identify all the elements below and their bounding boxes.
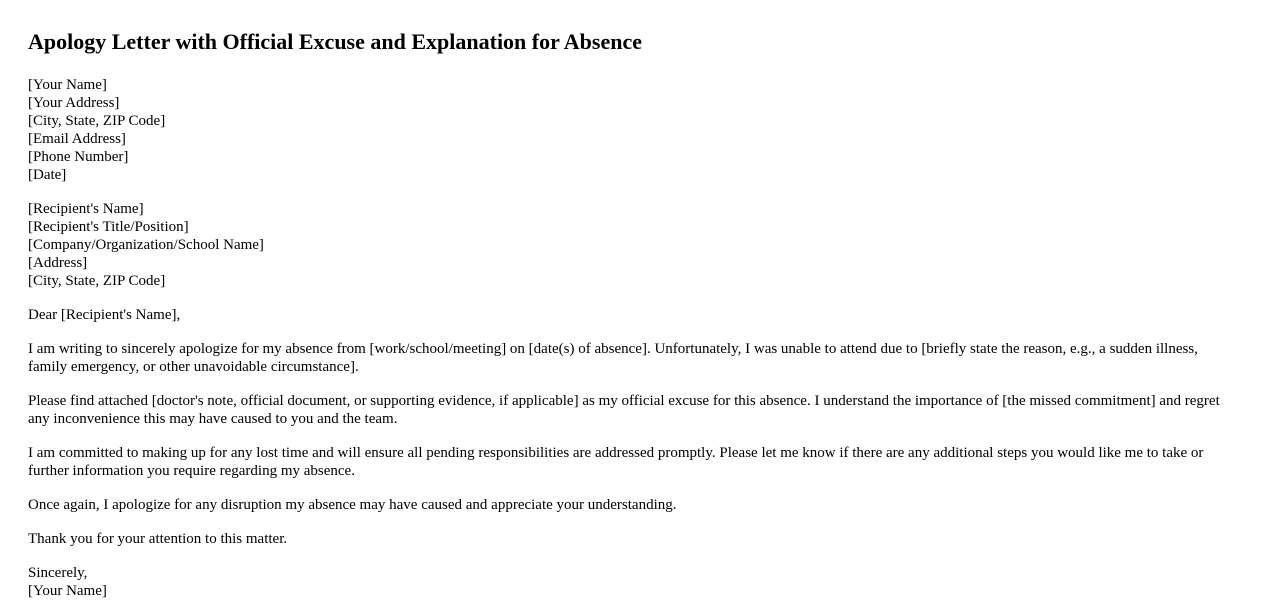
body-paragraph-commitment: I am committed to making up for any lost time and will ensure all pending responsibilities are addressed promptly. Please let me know if there are any additional steps you would like me to take or further information you require regarding my absence. [28,445,1204,479]
closing-block [28,564,1238,600]
sender-name: [Your Name] [28,77,107,93]
sender-city-state-zip: [City, State, ZIP Code] [28,113,166,129]
body-paragraph-excuse: Please find attached [doctor's note, official document, or supporting evidence, if applicable] as my official excuse for this absence. I understand the importance of [the missed commitment] and regret any inconvenience this may have caused to you and the team. [28,393,1220,427]
closing: Sincerely, [28,565,88,581]
recipient-city-state-zip: [City, State, ZIP Code] [28,273,166,289]
page-title: Apology Letter with Official Excuse and Explanation for Absence [28,29,642,54]
recipient-name: [Recipient's Name] [28,201,144,217]
recipient-address: [Address] [28,255,88,271]
salutation: Dear [Recipient's Name], [28,307,181,323]
sender-address: [Your Address] [28,95,120,111]
recipient-address-block [28,200,1238,290]
body-paragraph-apology: I am writing to sincerely apologize for my absence from [work/school/meeting] on [date(s) of absence]. Unfortunately, I was unable to attend due to [briefly state the reason, e.g., a sudden illness, family emergency, or other unavoidable circumstance]. [28,341,1198,375]
sender-address-block [28,76,1238,184]
signature-name: [Your Name] [28,583,107,599]
recipient-organization: [Company/Organization/School Name] [28,237,264,253]
sender-email: [Email Address] [28,131,126,147]
letter-date: [Date] [28,167,67,183]
body-paragraph-thanks: Thank you for your attention to this matter. [28,531,288,547]
body-paragraph-apology-again: Once again, I apologize for any disruption my absence may have caused and appreciate your understanding. [28,497,677,513]
sender-phone: [Phone Number] [28,149,129,165]
recipient-title: [Recipient's Title/Position] [28,219,189,235]
